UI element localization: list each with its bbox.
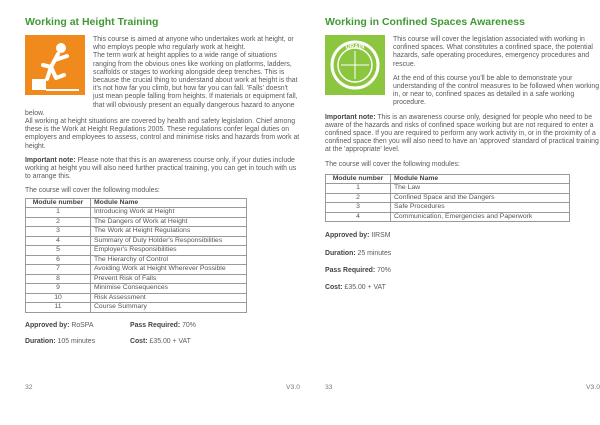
pass-label: Pass Required: — [130, 321, 181, 329]
duration-label: Duration: — [25, 337, 56, 345]
table-row — [26, 265, 247, 275]
module-number: 4 — [326, 212, 391, 222]
module-name: The Hierarchy of Control — [91, 255, 247, 265]
table-row — [26, 208, 247, 218]
module-name: Course Summary — [91, 303, 247, 313]
table-row — [26, 284, 247, 294]
table-row — [26, 227, 247, 237]
module-name: Risk Assessment — [91, 293, 247, 303]
module-number: 4 — [26, 236, 91, 246]
description-paragraph: The term work at height applies to a wide range of situations ranging from the obvious ones like working on platforms, ladders, scaffolds or stages to working alongside deep trenches. This is because the crucial thing to understand about work at height is that it's not how far you climb, but how far you can fall. 'Falls' doesn't just mean people falling from heights. If materials or equipment fall, that will obviously present an equally dangerous hazard to anyone below. — [25, 52, 298, 117]
page-number: 32 — [25, 384, 33, 391]
module-number: 7 — [26, 265, 91, 275]
version-label: V3.0 — [586, 384, 600, 391]
table-row — [26, 255, 247, 265]
outcome-paragraph: At the end of this course you'll be able to demonstrate your understanding of the control measures to be followed when working in, or near to, confined spaces as detailed in a safe working procedure. — [393, 74, 600, 107]
page-number: 33 — [325, 384, 333, 391]
legislation-paragraph: All working at height situations are covered by health and safety legislation. Chief among these is the Work at Height Regulations 2005. These regulations confer legal duties on employers and employees to assess, control and minimise risks and hazards from work at height. — [25, 118, 300, 150]
module-name: Summary of Duty Holder's Responsibilities — [91, 236, 247, 246]
module-name: Safe Procedures — [391, 203, 570, 213]
module-name: Employer's Responsibilities — [91, 246, 247, 256]
cost-value: £35.00 + VAT — [149, 337, 191, 345]
table-row — [26, 217, 247, 227]
module-name: Prevent Risk of Falls — [91, 274, 247, 284]
module-name: Avoiding Work at Height Wherever Possible — [91, 265, 247, 275]
header-module-number: Module number — [326, 174, 391, 184]
module-number: 9 — [26, 284, 91, 294]
approved-label: Approved by: — [325, 232, 370, 240]
table-row — [26, 303, 247, 313]
table-row — [326, 203, 570, 213]
pass-value: 70% — [182, 321, 196, 329]
module-number: 1 — [26, 208, 91, 218]
intro-text: This course will cover the legislation associated with working in confined spaces. What constitutes a confined space, the potential hazards, safe operating procedures, emergency procedures and rescue. — [393, 36, 593, 68]
modules-table — [325, 174, 570, 223]
table-row — [26, 236, 247, 246]
version-label: V3.0 — [286, 384, 300, 391]
module-name: The Dangers of Work at Height — [91, 217, 247, 227]
table-row — [26, 246, 247, 256]
course-description — [325, 36, 600, 298]
table-header-row — [26, 198, 247, 208]
module-name: Confined Space and the Dangers — [391, 193, 570, 203]
cost-label: Cost: — [325, 283, 343, 291]
intro-text: This course is aimed at anyone who undertakes work at height, or who employs people who regularly work at height. — [93, 36, 294, 52]
module-number: 3 — [26, 227, 91, 237]
table-row — [26, 293, 247, 303]
approved-value: IIRSM — [371, 232, 391, 240]
duration-value: 105 minutes — [57, 337, 96, 345]
important-note-label: Important note: — [25, 156, 76, 164]
cost-label: Cost: — [130, 337, 148, 345]
duration-value: 25 minutes — [357, 249, 392, 257]
module-number: 1 — [326, 184, 391, 194]
duration-cost-row — [25, 338, 300, 347]
header-module-name: Module Name — [91, 198, 247, 208]
approved-value: RoSPA — [71, 321, 94, 329]
module-name: Minimise Consequences — [91, 284, 247, 294]
drain-label: DRAIN — [345, 44, 365, 51]
module-number: 11 — [26, 303, 91, 313]
table-row — [326, 212, 570, 222]
module-number: 8 — [26, 274, 91, 284]
header-module-name: Module Name — [391, 174, 570, 184]
modules-intro: The course will cover the following modules: — [25, 187, 160, 195]
important-note-label: Important note: — [325, 113, 376, 121]
course-description — [25, 36, 300, 347]
modules-table — [25, 198, 247, 313]
page-working-at-height — [25, 0, 300, 425]
page-confined-spaces — [325, 0, 600, 425]
table-row — [26, 274, 247, 284]
header-module-number: Module number — [26, 198, 91, 208]
module-number: 3 — [326, 203, 391, 213]
module-name: Introducing Work at Height — [91, 208, 247, 218]
duration-label: Duration: — [325, 249, 356, 257]
module-number: 10 — [26, 293, 91, 303]
pass-label: Pass Required: — [325, 266, 376, 274]
approved-label: Approved by: — [25, 321, 70, 329]
table-row — [326, 193, 570, 203]
module-number: 2 — [326, 193, 391, 203]
module-name: The Work at Height Regulations — [91, 227, 247, 237]
approved-pass-row — [25, 322, 300, 331]
pass-value: 70% — [377, 266, 391, 274]
module-number: 6 — [26, 255, 91, 265]
course-title: Working in Confined Spaces Awareness — [325, 16, 525, 28]
module-number: 2 — [26, 217, 91, 227]
cost-value: £35.00 + VAT — [344, 283, 386, 291]
module-name: Communication, Emergencies and Paperwork — [391, 212, 570, 222]
module-name: The Law — [391, 184, 570, 194]
module-number: 5 — [26, 246, 91, 256]
table-header-row — [326, 174, 570, 184]
table-row — [326, 184, 570, 194]
important-note-text: This is an awareness course only, designed for people who need to be aware of the hazards and risks of confined space working but are not required to enter a confined space. If you are required to perform any work activity in, or in the proximity of a confined space then you will also need to have an 'approved' standard of practical training at the 'appropriate' level. — [325, 113, 599, 154]
modules-intro: The course will cover the following modules: — [325, 160, 460, 168]
important-note-text: Please note that this is an awareness course only, if your duties include working at height you will also need further practical training, you can get in touch with us to arrange this. — [25, 156, 297, 181]
course-title: Working at Height Training — [25, 16, 159, 28]
